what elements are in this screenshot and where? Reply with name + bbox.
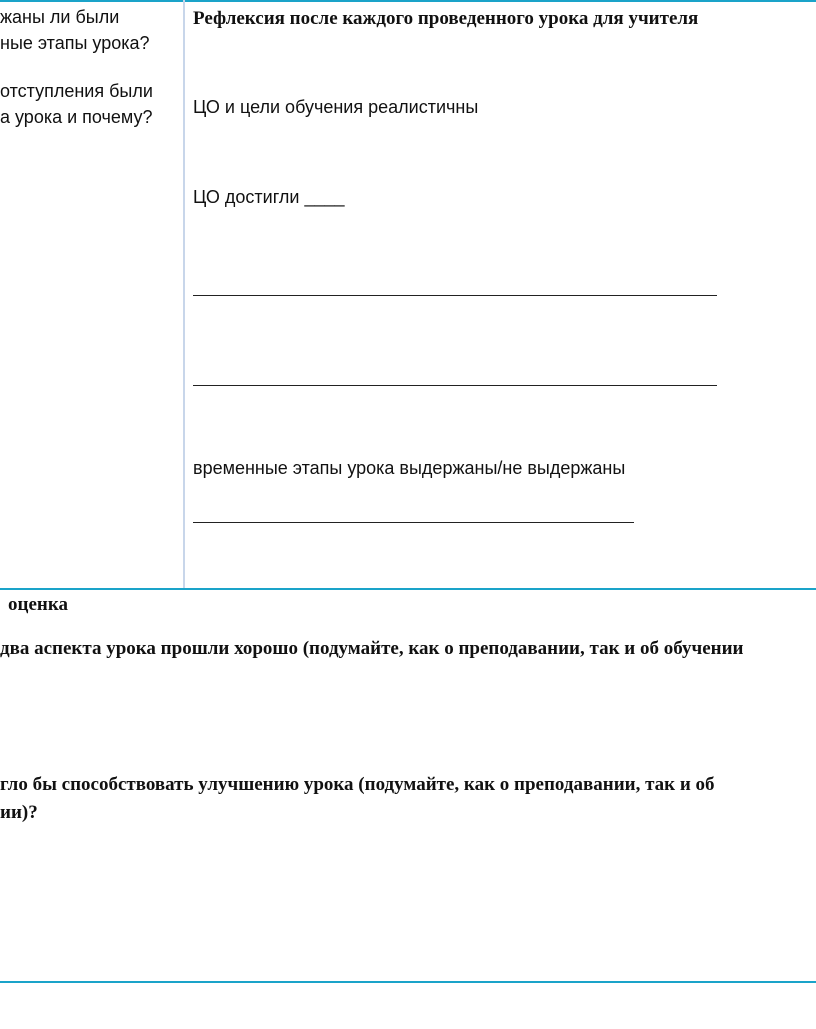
answer-line-3 bbox=[193, 522, 634, 523]
reflection-item-goals-realistic: ЦО и цели обучения реалистичны bbox=[193, 97, 479, 117]
section-divider-line bbox=[0, 588, 816, 590]
section-title-assessment: оценка bbox=[8, 594, 68, 615]
reflection-item-timing: временные этапы урока выдержаны/не выдержаны bbox=[193, 458, 626, 478]
left-question-2-line-1: отступления были bbox=[0, 81, 153, 101]
bottom-border-line bbox=[0, 981, 816, 983]
answer-line-1 bbox=[193, 295, 717, 296]
question-what-went-well: два аспекта урока прошли хорошо (подумайте, как о преподавании, так и об обучении bbox=[0, 638, 744, 659]
reflection-heading: Рефлексия после каждого проведенного урока для учителя bbox=[193, 8, 699, 29]
left-question-2-line-2: а урока и почему? bbox=[0, 107, 153, 127]
question-improvement-line-1: гло бы способствовать улучшению урока (подумайте, как о преподавании, так и об bbox=[0, 774, 715, 795]
question-improvement-line-2: ии)? bbox=[0, 802, 38, 823]
left-question-1-line-2: ные этапы урока? bbox=[0, 33, 150, 53]
column-divider-line bbox=[183, 0, 185, 590]
reflection-item-goals-achieved: ЦО достигли ____ bbox=[193, 187, 345, 207]
top-border-line bbox=[0, 0, 816, 2]
left-question-1-line-1: жаны ли были bbox=[0, 7, 120, 27]
answer-line-2 bbox=[193, 385, 717, 386]
